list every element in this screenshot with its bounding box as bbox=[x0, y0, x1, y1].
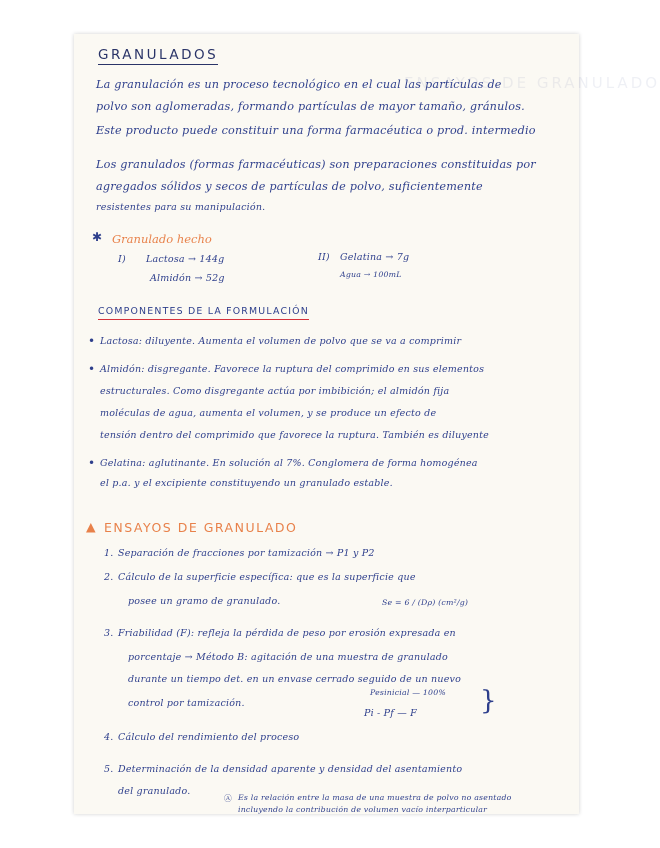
notebook-page bbox=[74, 34, 660, 814]
definition-line-2: agregados sólidos y secos de partículas de polvo, suficientemente bbox=[96, 180, 483, 193]
formula-agua: Agua → 100mL bbox=[340, 270, 402, 279]
circled-a-icon: Ⓐ bbox=[224, 794, 232, 803]
triangle-icon: ▲ bbox=[86, 519, 96, 534]
bullet-icon: • bbox=[88, 334, 96, 348]
component-almidon-line-1: Almidón: disgregante. Favorece la ruptura del comprimido en sus elementos bbox=[100, 364, 485, 375]
formula-right-label: II) bbox=[318, 252, 330, 263]
test-3-line-3: durante un tiempo det. en un envase cerrado seguido de un nuevo bbox=[128, 674, 462, 685]
brace-icon: } bbox=[480, 686, 497, 716]
formula-left-label: I) bbox=[118, 254, 126, 265]
bleed-through-text: ENSAYOS DE GRANULADO bbox=[404, 74, 660, 92]
test-1-number: 1. bbox=[104, 548, 114, 559]
component-almidon-line-3: moléculas de agua, aumenta el volumen, y se produce un efecto de bbox=[100, 408, 437, 419]
test-3-line-2: porcentaje → Método B: agitación de una muestra de granulado bbox=[128, 652, 448, 663]
test-2-formula: Se = 6 / (Dρ) (cm²/g) bbox=[382, 598, 469, 607]
test-3-number: 3. bbox=[104, 628, 114, 639]
components-header: COMPONENTES DE LA FORMULACIÓN bbox=[98, 306, 309, 320]
intro-line-1: La granulación es un proceso tecnológico en el cual las partículas de bbox=[96, 78, 502, 91]
test-2-number: 2. bbox=[104, 572, 114, 583]
component-almidon-line-4: tensión dentro del comprimido que favorece la ruptura. También es diluyente bbox=[100, 430, 489, 441]
bullet-icon: • bbox=[88, 456, 96, 470]
test-4-line-1: Cálculo del rendimiento del proceso bbox=[118, 732, 300, 743]
test-5-line-4: incluyendo la contribución de volumen vacío interparticular bbox=[238, 805, 488, 814]
test-4-number: 4. bbox=[104, 732, 114, 743]
formula-gelatina: Gelatina → 7g bbox=[340, 252, 410, 263]
tests-header: ENSAYOS DE GRANULADO bbox=[104, 520, 298, 535]
component-gelatina-line-2: el p.a. y el excipiente constituyendo un granulado estable. bbox=[100, 478, 393, 489]
test-2-line-1: Cálculo de la superficie específica: que es la superficie que bbox=[118, 572, 416, 583]
test-5-line-3: Es la relación entre la masa de una muestra de polvo no asentado bbox=[238, 793, 512, 802]
formula-lactosa: Lactosa → 144g bbox=[146, 254, 225, 265]
star-bullet-icon: ✱ bbox=[92, 230, 103, 244]
definition-line-3: resistentes para su manipulación. bbox=[96, 202, 266, 213]
friability-rule-line-1: Pesinicial — 100% bbox=[370, 688, 446, 697]
test-5-line-1: Determinación de la densidad aparente y densidad del asentamiento bbox=[118, 764, 463, 775]
bullet-icon: • bbox=[88, 362, 96, 376]
page-title: GRANULADOS bbox=[98, 47, 219, 63]
test-1-line-1: Separación de fracciones por tamización → P1 y P2 bbox=[118, 548, 375, 559]
component-gelatina-line-1: Gelatina: aglutinante. En solución al 7%. Conglomera de forma homogénea bbox=[100, 458, 478, 469]
test-3-line-4: control por tamización. bbox=[128, 698, 245, 709]
test-3-line-1: Friabilidad (F): refleja la pérdida de peso por erosión expresada en bbox=[118, 628, 456, 639]
intro-line-2: polvo son aglomeradas, formando partículas de mayor tamaño, gránulos. bbox=[96, 100, 525, 113]
friability-rule-line-2: Pi - Pf — F bbox=[364, 708, 417, 719]
test-5-number: 5. bbox=[104, 764, 114, 775]
definition-line-1: Los granulados (formas farmacéuticas) son preparaciones constituidas por bbox=[96, 158, 536, 171]
test-2-line-2: posee un gramo de granulado. bbox=[128, 596, 281, 607]
formula-almidon: Almidón → 52g bbox=[150, 273, 225, 284]
component-lactosa: Lactosa: diluyente. Aumenta el volumen de polvo que se va a comprimir bbox=[100, 336, 462, 347]
intro-line-3: Este producto puede constituir una forma farmacéutica o prod. intermedio bbox=[96, 124, 536, 137]
component-almidon-line-2: estructurales. Como disgregante actúa por imbibición; el almidón fija bbox=[100, 386, 450, 397]
granulado-header: Granulado hecho bbox=[112, 232, 212, 246]
test-5-line-2: del granulado. bbox=[118, 786, 191, 797]
